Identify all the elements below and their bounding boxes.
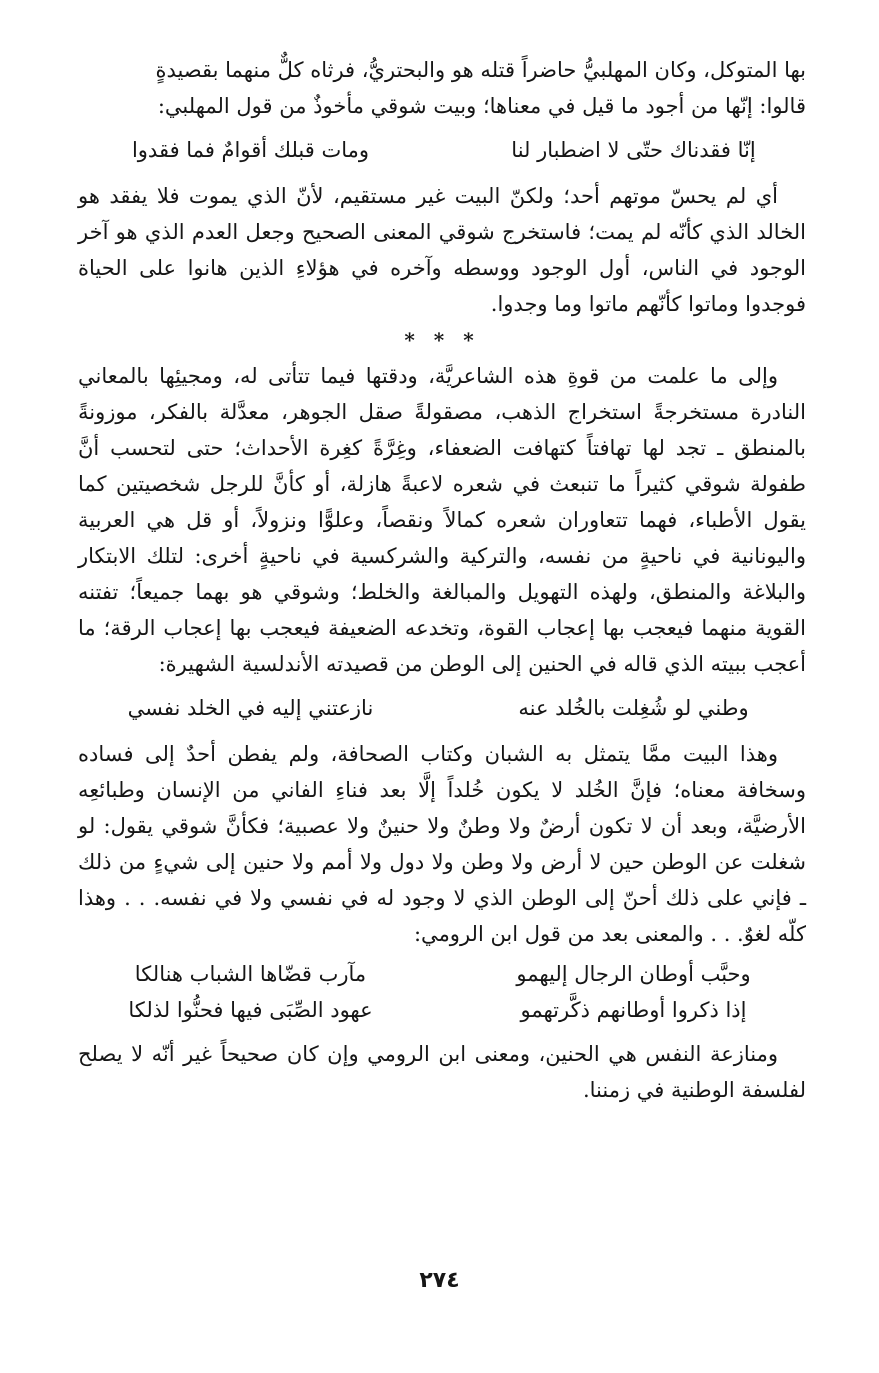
- verse-hemistich-second: ومات قبلك أقوامٌ فما فقدوا: [131, 138, 370, 162]
- poem-verse: [78, 956, 806, 992]
- verse-hemistich-first: إذا ذكروا أوطانهم ذكَّرتهمو: [520, 998, 747, 1022]
- verse-hemistich-first: إنّا فقدناك حتّى لا اضطبار لنا: [511, 138, 756, 162]
- verse-hemistich-first: وطني لو شُغِلت بالخُلد عنه: [518, 696, 749, 720]
- section-separator: * * *: [404, 328, 480, 352]
- page-body: [78, 52, 806, 1108]
- text-line: بها المتوكل، وكان المهلبيُّ حاضراً قتله هو والبحتريُّ، فرثاه كلٌّ منهما بقصيدةٍ: [155, 58, 806, 82]
- paragraph: ومنازعة النفس هي الحنين، ومعنى ابن الرومي وإن كان صحيحاً غير أنّه لا يصلح لفلسفة الوطنية في زمننا.: [78, 1042, 806, 1102]
- text-line: قالوا: إنّها من أجود ما قيل في معناها؛ وبيت شوقي مأخوذٌ من قول المهلبي:: [157, 94, 806, 118]
- verse-hemistich-second: نازعتني إليه في الخلد نفسي: [127, 696, 374, 720]
- poem-verse: [78, 992, 806, 1028]
- paragraph: وإلى ما علمت من قوةِ هذه الشاعريَّة، ودقتها فيما تتأتى له، ومجيئِها بالمعاني النادرة مستخرجةً استخراج الذهب، مصقولةً صقل الجوهر، معدَّلة بالفكر، موزونةً بالمنطق ـ تجد لها تهافتاً كتهافت الضعفاء، وغِرَّةً كغِرة الأحداث؛ حتى لتحسب أنَّ طفولة شوقي كثيراً ما تنبعث في شعره لاعبةً هازلة، أو كأنَّ للرجل شخصيتين كما يقول الأطباء، فهما تتعاوران شعره كمالاً ونقصاً، وعلوًّا ونزولاً، أو قل هي العربية واليونانية في ناحيةٍ من نفسه، والتركية والشركسية في ناحيةٍ أخرى: لتلك الابتكار والبلاغة والمنطق، ولهذه التهويل والمبالغة والخلط؛ وشوقي هو بهما جميعاً؛ تفتنه القوية منهما فيعجب بها إعجاب القوة، وتخدعه الضعيفة فيعجب بها إعجاب الرقة؛ ما أعجب ببيته الذي قاله في الحنين إلى الوطن من قصيدته الأندلسية الشهيرة:: [78, 364, 806, 676]
- verse-hemistich-second: عهود الصِّبَى فيها فحنُّوا لذلكا: [128, 998, 373, 1022]
- verse-hemistich-first: وحبَّب أوطان الرجال إليهمو: [516, 962, 751, 986]
- poem-verse: [78, 690, 806, 726]
- poem-verse: [78, 132, 806, 168]
- paragraph: أي لم يحسّ موتهم أحد؛ ولكنّ البيت غير مستقيم، لأنّ الذي يموت فلا يفقد هو الخالد الذي كأنّه لم يمت؛ فاستخرج شوقي المعنى الصحيح وجعل العدم الذي هو آخر الوجود في الناس، أول الوجود ووسطه وآخره في هؤلاءِ الذين هانوا على الحياة فوجدوا وماتوا كأنّهم ماتوا وما وجدوا.: [78, 184, 806, 316]
- verse-hemistich-second: مآرب قضّاها الشباب هنالكا: [134, 962, 367, 986]
- paragraph: وهذا البيت ممَّا يتمثل به الشبان وكتاب الصحافة، ولم يفطن أحدٌ إلى فساده وسخافة معناه؛ فإنَّ الخُلد لا يكون خُلداً إلَّا بعد فناءِ الفاني من الإنسان وطبائعِه الأرضيَّة، وبعد أن لا تكون أرضٌ ولا وطنٌ ولا حنينٌ ولا عصبية؛ فكأنَّ شوقي يقول: لو شغلت عن الوطن حين لا أرض ولا وطن ولا دول ولا أمم ولا حنين إلى شيءٍ من ذلك ـ فإني على ذلك أحنّ إلى الوطن الذي لا وجود له في نفسي ولا في نفسه. . . وهذا كلّه لغوٌ. . . والمعنى بعد من قول ابن الرومي:: [78, 742, 806, 946]
- page-number: ٢٧٤: [419, 1268, 460, 1293]
